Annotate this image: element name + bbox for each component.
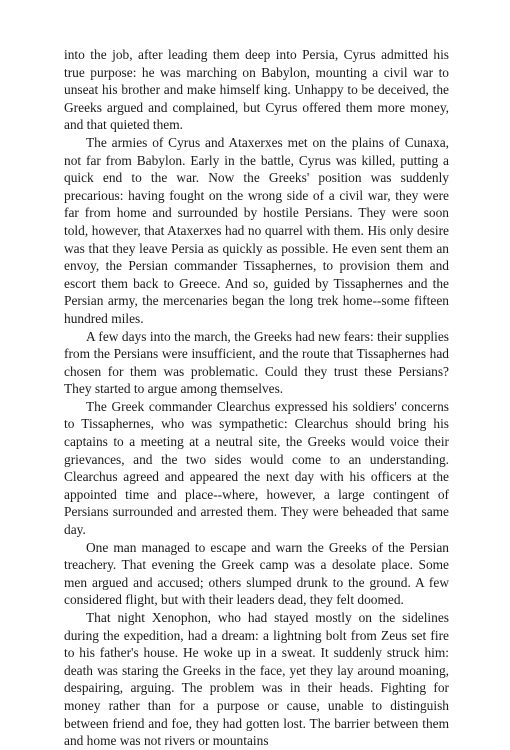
paragraph-2: The armies of Cyrus and Ataxerxes met on the plains of Cunaxa, not far from Babylon. Early in the battle, Cyrus was killed, putting a quick end to the war. Now the Greeks' position was suddenly precarious: having fought on the wrong side of a civil war, they were far from home and surrounded by hostile Persians. They were soon told, however, that Ataxerxes had no quarrel with them. His only desire was that they leave Persia as quickly as possible. He even sent them an envoy, the Persian commander Tissaphernes, to provision them and escort them back to Greece. And so, guided by Tissaphernes and the Persian army, the mercenaries began the long trek home--some fifteen hundred miles.	[64, 134, 449, 326]
paragraph-3: A few days into the march, the Greeks had new fears: their supplies from the Persians were insufficient, and the route that Tissaphernes had chosen for them was problematic. Could they trust these Persians? They started to argue among themselves.	[64, 328, 449, 397]
paragraph-6: That night Xenophon, who had stayed mostly on the sidelines during the expedition, had a dream: a lightning bolt from Zeus set fire to his father's house. He woke up in a sweat. It suddenly struck him: death was staring the Greeks in the face, yet they lay around moaning, despairing, arguing. The problem was in their heads. Fighting for money rather than for a purpose or cause, unable to distinguish between friend and foe, they had gotten lost. The barrier between them and home was not rivers or mountains	[64, 610, 449, 749]
body-text	[64, 46, 449, 750]
paragraph-1: into the job, after leading them deep into Persia, Cyrus admitted his true purpose: he was marching on Babylon, mounting a civil war to unseat his brother and make himself king. Unhappy to be deceived, the Greeks argued and complained, but Cyrus offered them more money, and that quieted them.	[64, 47, 449, 133]
paragraph-5: One man managed to escape and warn the Greeks of the Persian treachery. That evening the Greek camp was a desolate place. Some men argued and accused; others slumped drunk to the ground. A few considered flight, but with their leaders dead, they felt doomed.	[64, 539, 449, 608]
paragraph-4: The Greek commander Clearchus expressed his soldiers' concerns to Tissaphernes, who was sympathetic: Clearchus should bring his captains to a meeting at a neutral site, the Greeks would voice their grievances, and the two sides would come to an understanding. Clearchus agreed and appeared the next day with his officers at the appointed time and place--where, however, a large contingent of Persians surrounded and arrested them. They were beheaded that same day.	[64, 398, 449, 538]
